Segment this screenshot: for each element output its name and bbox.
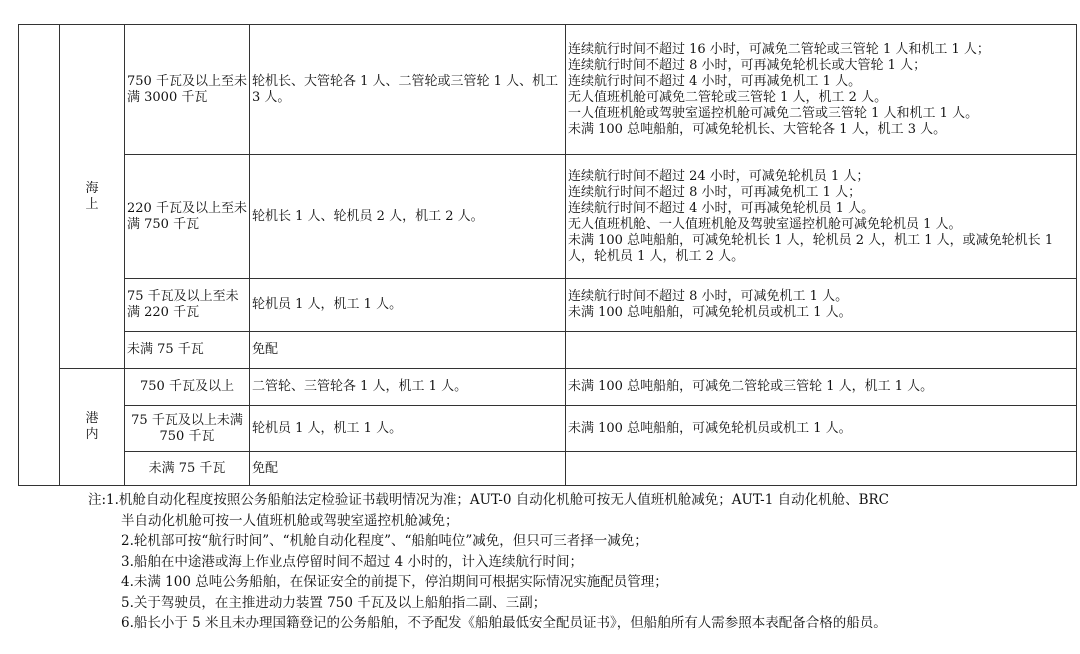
table-row <box>19 369 1077 406</box>
region-char: 港 <box>85 411 99 426</box>
crew-requirement-cell: 轮机员 1 人，机工 1 人。 <box>250 279 566 332</box>
table-notes <box>88 490 1068 634</box>
power-range-cell: 750 千瓦及以上至未满 3000 千瓦 <box>125 25 250 155</box>
reduction-rules-cell <box>566 332 1077 369</box>
table-row <box>19 155 1077 279</box>
note-3: 3.船舶在中途港或海上作业点停留时间不超过 4 小时的，计入连续航行时间； <box>121 553 584 570</box>
table-row <box>19 452 1077 486</box>
region-char: 内 <box>85 427 99 442</box>
crew-requirement-cell: 免配 <box>250 452 566 486</box>
table-row <box>19 406 1077 452</box>
reduction-rules-cell: 未满 100 总吨船舶，可减免二管轮或三管轮 1 人，机工 1 人。 <box>566 369 1077 406</box>
table-row <box>19 25 1077 155</box>
region-harbor-cell <box>60 369 125 486</box>
power-range-cell: 75 千瓦及以上至未满 220 千瓦 <box>125 279 250 332</box>
reduction-rules-cell: 连续航行时间不超过 8 小时，可减免机工 1 人。 未满 100 总吨船舶，可减免轮机员或机工 1 人。 <box>566 279 1077 332</box>
table-row <box>19 279 1077 332</box>
note-5: 5.关于驾驶员，在主推进动力装置 750 千瓦及以上船舶指二副、三副； <box>121 594 547 611</box>
note-1-line-1: 注:1.机舱自动化程度按照公务船舶法定检验证书载明情况为准；AUT-0 自动化机舱可按无人值班机舱减免；AUT-1 自动化机舱、BRC <box>88 492 890 508</box>
power-range-cell: 未满 75 千瓦 <box>125 332 250 369</box>
region-char: 上 <box>85 196 99 212</box>
crew-requirement-cell: 二管轮、三管轮各 1 人，机工 1 人。 <box>250 369 566 406</box>
note-1 <box>88 490 1068 531</box>
blank-column-cell <box>19 25 60 486</box>
reduction-rules-cell: 未满 100 总吨船舶，可减免轮机员或机工 1 人。 <box>566 406 1077 452</box>
reduction-rules-cell: 连续航行时间不超过 24 小时，可减免轮机员 1 人； 连续航行时间不超过 8 小时，可再减免机工 1 人； 连续航行时间不超过 4 小时，可再减免轮机员 1 人。 无人值班机舱、一人值班机舱及驾驶室遥控机舱可减免轮机员 1 人。 未满 100 总吨船舶，可减免轮机长 1 人，轮机员 2 人，机工 1 人，或减免轮机长 1 人，轮机员 1 人，机工 2 人。 <box>566 155 1077 279</box>
region-char: 海 <box>85 180 99 196</box>
region-sea-cell <box>60 25 125 369</box>
power-range-cell: 750 千瓦及以上 <box>125 369 250 406</box>
crew-requirement-cell: 免配 <box>250 332 566 369</box>
note-4: 4.未满 100 总吨公务船舶，在保证安全的前提下，停泊期间可根据实际情况实施配员管理； <box>121 574 668 590</box>
table-row <box>19 332 1077 369</box>
reduction-rules-cell: 连续航行时间不超过 16 小时，可减免二管轮或三管轮 1 人和机工 1 人； 连续航行时间不超过 8 小时，可再减免轮机长或大管轮 1 人； 连续航行时间不超过 4 小时，可再减免机工 1 人。 无人值班机舱可减免二管轮或三管轮 1 人，机工 2 人。 一人值班机舱或驾驶室遥控机舱可减免二管或三管轮 1 人和机工 1 人。 未满 100 总吨船舶，可减免轮机长、大管轮各 1 人，机工 3 人。 <box>566 25 1077 155</box>
crew-requirement-cell: 轮机长 1 人、轮机员 2 人，机工 2 人。 <box>250 155 566 279</box>
power-range-cell: 75 千瓦及以上未满 750 千瓦 <box>125 406 250 452</box>
engine-crew-table <box>18 24 1077 486</box>
crew-requirement-cell: 轮机员 1 人，机工 1 人。 <box>250 406 566 452</box>
crew-requirement-cell: 轮机长、大管轮各 1 人、二管轮或三管轮 1 人、机工 3 人。 <box>250 25 566 155</box>
note-2: 2.轮机部可按“航行时间”、“机舱自动化程度”、“船舶吨位”减免，但只可三者择一减免； <box>121 533 648 549</box>
power-range-cell: 220 千瓦及以上至未满 750 千瓦 <box>125 155 250 279</box>
reduction-rules-cell <box>566 452 1077 486</box>
power-range-cell: 未满 75 千瓦 <box>125 452 250 486</box>
note-6: 6.船长小于 5 米且未办理国籍登记的公务船舶，不予配发《船舶最低安全配员证书》，但船舶所有人需参照本表配备合格的船员。 <box>121 615 887 631</box>
note-1-line-2: 半自动化机舱可按一人值班机舱或驾驶室遥控机舱减免； <box>121 512 459 529</box>
